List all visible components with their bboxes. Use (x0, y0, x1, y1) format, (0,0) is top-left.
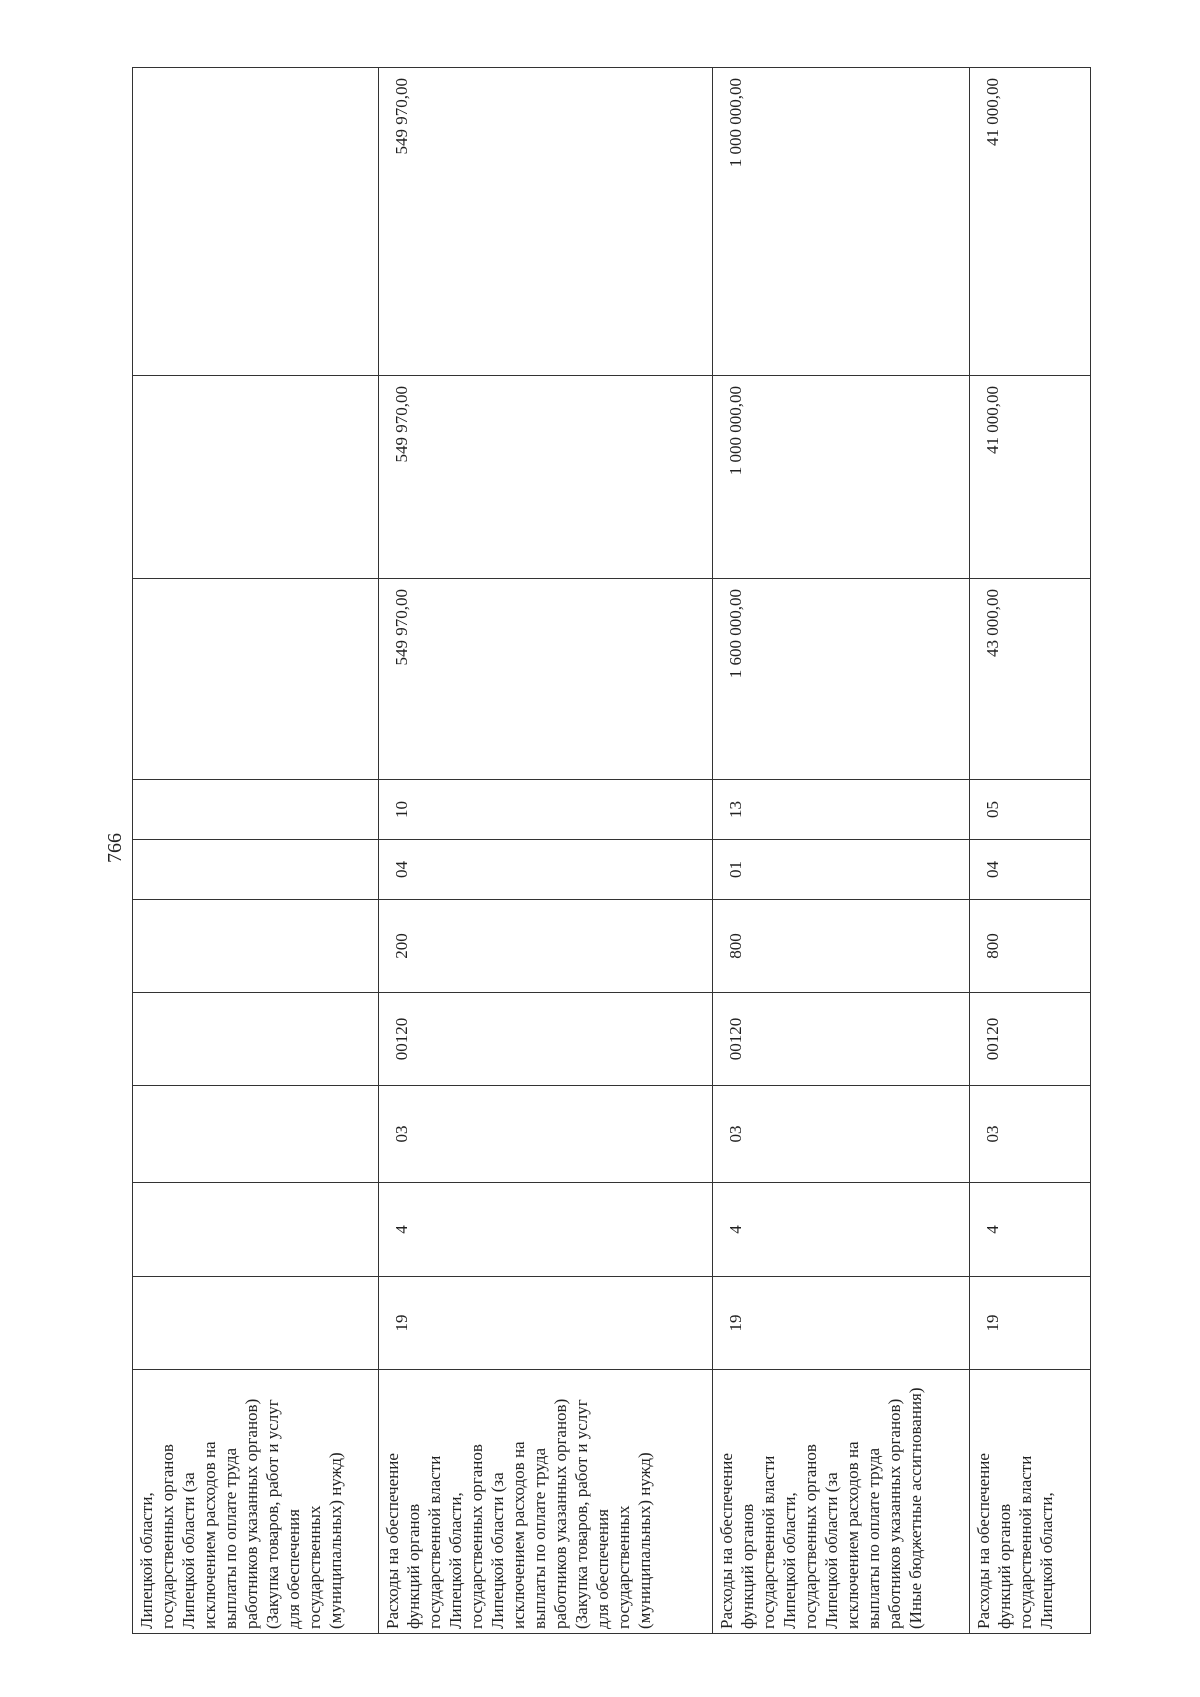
table-row (379, 68, 713, 1634)
code-cell: 13 (713, 780, 970, 840)
code-cell: 03 (970, 1086, 1091, 1183)
amount-cell: 1 000 000,00 (713, 376, 970, 579)
code-cell: 10 (379, 780, 713, 840)
code-cell: 19 (379, 1277, 713, 1370)
amount-cell (133, 376, 379, 579)
amount-cell (133, 579, 379, 780)
row-description: Расходы на обеспечение функций органов государственной власти Липецкой области, (970, 1370, 1091, 1634)
table-rotated-container (132, 68, 1090, 1634)
code-cell: 05 (970, 780, 1091, 840)
amount-cell: 41 000,00 (970, 68, 1091, 376)
amount-cell: 549 970,00 (379, 376, 713, 579)
code-cell: 00120 (713, 993, 970, 1086)
amount-cell: 549 970,00 (379, 579, 713, 780)
code-cell: 200 (379, 900, 713, 993)
code-cell (133, 900, 379, 993)
code-cell: 00120 (970, 993, 1091, 1086)
code-cell (133, 840, 379, 900)
code-cell (133, 1277, 379, 1370)
code-cell: 4 (379, 1183, 713, 1277)
page-number: 766 (104, 833, 126, 863)
code-cell: 800 (970, 900, 1091, 993)
table-row (133, 68, 379, 1634)
code-cell (133, 1183, 379, 1277)
row-description: Расходы на обеспечение функций органов государственной власти Липецкой области, государственных органов Липецкой области (за исключением расходов на выплаты по оплате труда работников указанных органов) (Иные бюджетные ассигнования) (713, 1370, 970, 1634)
table-row (713, 68, 970, 1634)
budget-table (132, 67, 1091, 1634)
code-cell: 03 (713, 1086, 970, 1183)
amount-cell (133, 68, 379, 376)
code-cell: 19 (713, 1277, 970, 1370)
code-cell: 03 (379, 1086, 713, 1183)
row-description: Липецкой области, государственных органов Липецкой области (за исключением расходов на выплаты по оплате труда работников указанных органов) (Закупка товаров, работ и услуг для обеспечения государственных (муниципальных) нужд) (133, 1370, 379, 1634)
code-cell: 4 (970, 1183, 1091, 1277)
row-description: Расходы на обеспечение функций органов государственной власти Липецкой области, государственных органов Липецкой области (за исключением расходов на выплаты по оплате труда работников указанных органов) (Закупка товаров, работ и услуг для обеспечения государственных (муниципальных) нужд) (379, 1370, 713, 1634)
code-cell (133, 1086, 379, 1183)
code-cell: 04 (970, 840, 1091, 900)
code-cell: 19 (970, 1277, 1091, 1370)
amount-cell: 549 970,00 (379, 68, 713, 376)
code-cell: 01 (713, 840, 970, 900)
code-cell (133, 780, 379, 840)
code-cell: 00120 (379, 993, 713, 1086)
code-cell (133, 993, 379, 1086)
amount-cell: 1 600 000,00 (713, 579, 970, 780)
amount-cell: 41 000,00 (970, 376, 1091, 579)
table-row (970, 68, 1091, 1634)
code-cell: 4 (713, 1183, 970, 1277)
code-cell: 04 (379, 840, 713, 900)
amount-cell: 43 000,00 (970, 579, 1091, 780)
code-cell: 800 (713, 900, 970, 993)
amount-cell: 1 000 000,00 (713, 68, 970, 376)
